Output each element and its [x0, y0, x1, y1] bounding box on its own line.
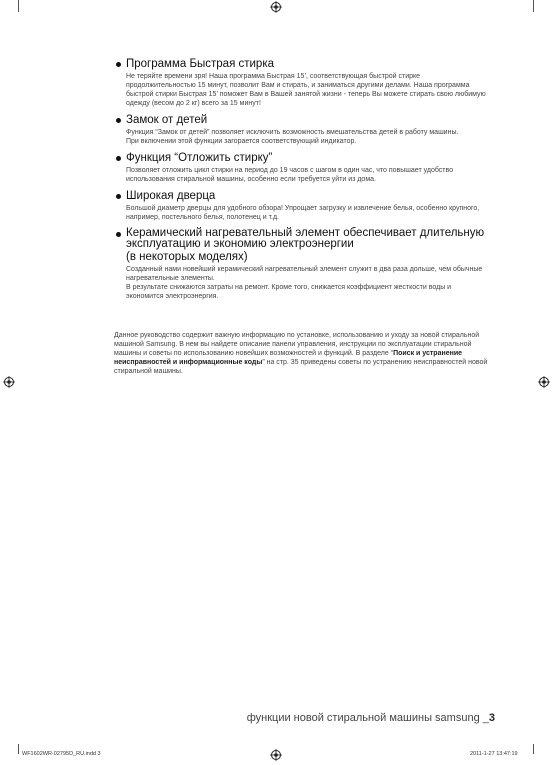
intro-text-before: Данное руководство содержит важную информацию по установке, использованию и уходу за новой стиральной машиной Samsung. В нем вы найдете описание панели управления, инструкции по эксплуатации стиральной машины и советы по использованию новейших возможностей и функций. В разделе “ [114, 332, 480, 357]
crop-mark-top-right [533, 0, 534, 12]
bullet-icon [116, 118, 121, 123]
intro-text-after: ” на стр. 35 приведены советы по устранению неисправностей новой стиральной машины. [114, 359, 488, 375]
feature-body: Функция “Замок от детей” позволяет исключить возможность вмешательства детей в работу машины. [126, 129, 459, 136]
feature-heading: Широкая дверца [126, 190, 216, 202]
feature-wide-door [114, 190, 490, 222]
feature-body: Созданный нами новейший керамический нагревательный элемент служит в два раза дольше, чем обычные нагревательные элементы. [126, 266, 483, 282]
bullet-icon [116, 62, 121, 67]
bullet-icon [116, 232, 121, 237]
bullet-icon [116, 156, 121, 161]
feature-body: Позволяет отложить цикл стирки на период до 19 часов с шагом в один час, что повышает удобство использования стиральной машины, особенно если требуется уйти из дома. [126, 167, 454, 183]
print-slug-file: WF1602WR-02795D_RU.indd 3 [22, 751, 101, 757]
registration-mark-top [270, 1, 282, 13]
feature-body: Не теряйте времени зря! Наша программа Быстрая 15’, соответствующая быстрой стирке продолжительностью 15 минут, позволит Вам и стирать, и заниматься другими делами. Наша программа быстрой стирки Быстрая 15’ поможет Вам в Вашей занятой жизни - теперь Вы можете стирать свою любимую одежду (весом до 2 кг) всего за 15 минут! [126, 73, 486, 107]
feature-body: Большой диаметр дверцы для удобного обзора! Упрощает загрузку и извлечение белья, особенно крупного, например, постельного белья, полотенец и т.д. [126, 205, 480, 221]
feature-body-2: При включении этой функции загорается соответствующий индикатор. [126, 138, 357, 145]
footer-text: функции новой стиральной машины samsung _ [246, 712, 489, 724]
page-footer [247, 712, 495, 724]
crop-mark-top-left [18, 0, 19, 12]
registration-mark-bottom [270, 749, 282, 761]
feature-child-lock [114, 114, 490, 146]
feature-heading: Функция “Отложить стирку” [126, 152, 273, 164]
crop-mark-bottom-left [18, 744, 19, 754]
print-slug-date: 2011-1-27 13:47:19 [470, 751, 518, 757]
feature-heading: Программа Быстрая стирка [126, 58, 275, 70]
registration-mark-left [3, 376, 15, 388]
feature-heading: Керамический нагревательный элемент обеспечивает длительную эксплуатацию и экономию электроэнергии [126, 227, 485, 250]
registration-mark-right [538, 376, 550, 388]
crop-mark-bottom-right [533, 744, 534, 754]
manual-intro [114, 331, 494, 376]
page-number: 3 [488, 712, 495, 724]
bullet-icon [116, 194, 121, 199]
feature-delay-end [114, 152, 490, 184]
feature-body-2: В результате снижаются затраты на ремонт. Кроме того, снижается коэффициент жесткости воды и экономится электроэнергия. [126, 284, 452, 300]
feature-list [114, 58, 490, 307]
feature-heading-note: (в некоторых моделях) [126, 251, 248, 263]
feature-ceramic-heater [114, 228, 490, 301]
feature-heading: Замок от детей [126, 114, 208, 126]
feature-quick-wash [114, 58, 490, 108]
troubleshooting-reference: Поиск и устранение неисправностей и информационные коды [114, 350, 463, 366]
